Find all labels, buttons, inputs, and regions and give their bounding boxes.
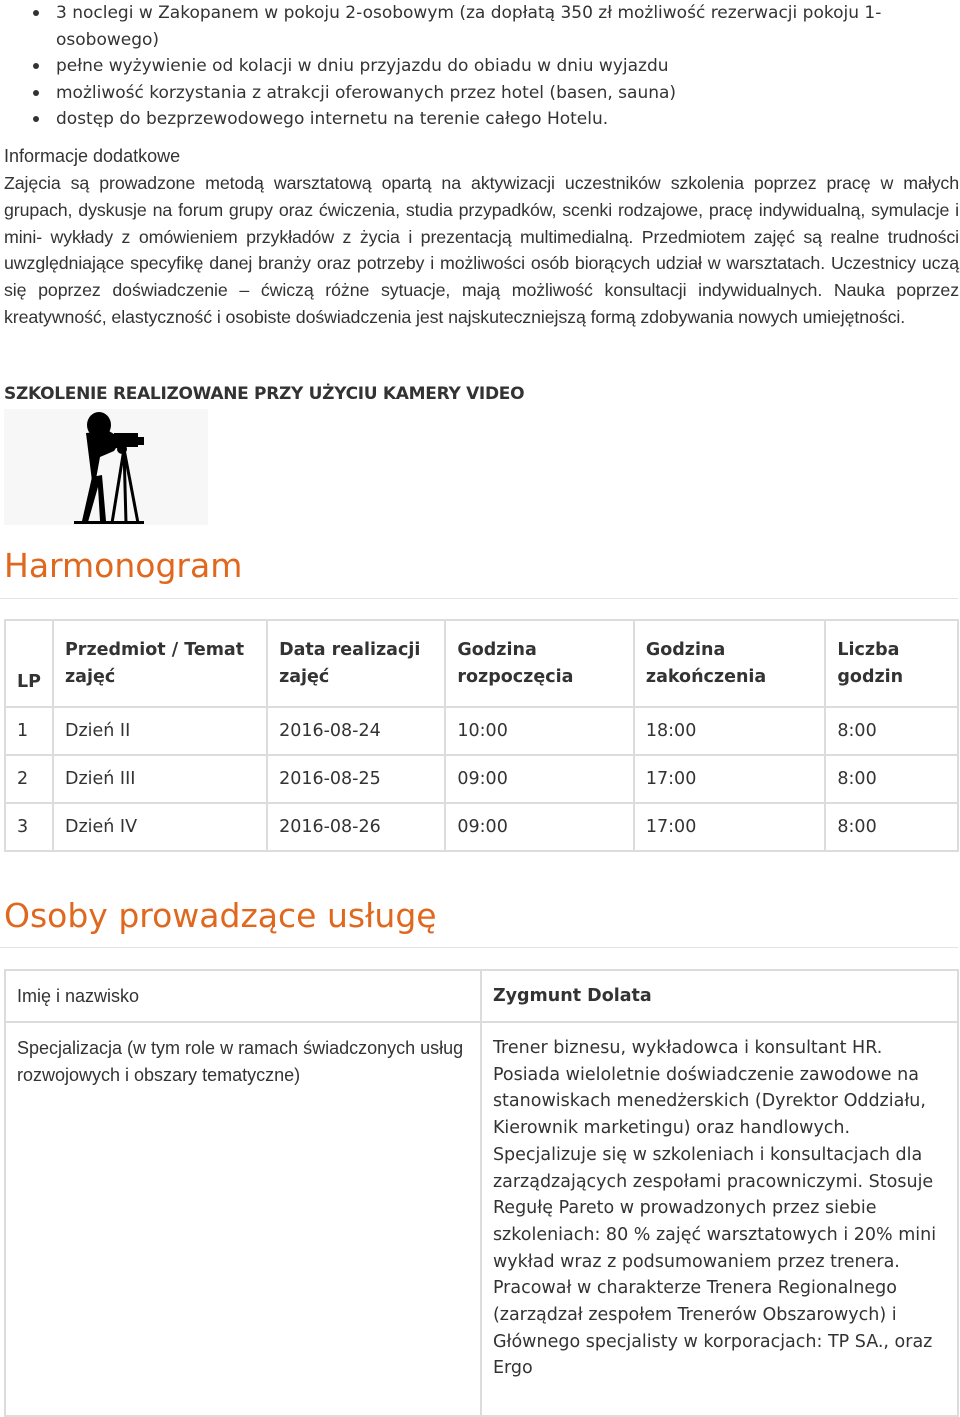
section-divider (0, 947, 958, 948)
harmonogram-title: Harmonogram (4, 546, 243, 585)
table-row (5, 803, 958, 851)
cell-subject: Dzień IV (53, 803, 267, 851)
cell-hours: 8:00 (825, 755, 958, 803)
section-divider (0, 598, 958, 599)
table-row (5, 707, 958, 755)
specialization-value: Trener biznesu, wykładowca i konsultant HR. Posiada wieloletnie doświadczenie zawodowe na stanowiskach menedżerskich (Dyrektor Oddziału, Kierownik marketingu) oraz handlowych. Specjalizuje się w szkoleniach i konsultacjach dla zarządzających zespołami pracowniczymi. Stosuje Regułę Pareto w prowadzonych przez siebie szkoleniach: 80 % zajęć warsztatowych i 20% mini wykład wraz z podsumowaniem przez trenera. Pracował w charakterze Trenera Regionalnego (zarządzał zespołem Trenerów Obszarowych) i Głównego specjalisty w korporacjach: TP SA., oraz Ergo (481, 1022, 958, 1416)
info-heading: Informacje dodatkowe (4, 146, 181, 166)
cell-start: 09:00 (445, 755, 634, 803)
name-label: Imię i nazwisko (5, 970, 481, 1022)
table-header-row (5, 620, 958, 707)
trainers-title: Osoby prowadzące usługę (4, 896, 437, 935)
table-row (5, 1022, 958, 1416)
cell-end: 17:00 (634, 755, 826, 803)
column-header-hours: Liczba godzin (825, 620, 958, 707)
cell-start: 09:00 (445, 803, 634, 851)
schedule-table (4, 619, 959, 852)
cell-lp: 3 (5, 803, 53, 851)
list-item: pełne wyżywienie od kolacji w dniu przyjazdu do obiadu w dniu wyjazdu (0, 53, 955, 80)
column-header-end: Godzina zakończenia (634, 620, 826, 707)
column-header-subject: Przedmiot / Temat zajęć (53, 620, 267, 707)
cell-date: 2016-08-26 (267, 803, 445, 851)
camera-operator-image (4, 409, 208, 525)
cell-end: 17:00 (634, 803, 826, 851)
cell-hours: 8:00 (825, 803, 958, 851)
column-header-lp: LP (5, 620, 53, 707)
specialization-label: Specjalizacja (w tym role w ramach świadczonych usług rozwojowych i obszary tematyczne) (5, 1022, 481, 1416)
table-row (5, 755, 958, 803)
cell-end: 18:00 (634, 707, 826, 755)
cell-subject: Dzień II (53, 707, 267, 755)
cell-lp: 2 (5, 755, 53, 803)
cell-date: 2016-08-25 (267, 755, 445, 803)
column-header-date: Data realizacji zajęć (267, 620, 445, 707)
trainer-name: Zygmunt Dolata (481, 970, 958, 1022)
cell-subject: Dzień III (53, 755, 267, 803)
trainers-table (4, 969, 959, 1417)
list-item: dostęp do bezprzewodowego internetu na terenie całego Hotelu. (0, 106, 955, 133)
table-row (5, 970, 958, 1022)
cell-hours: 8:00 (825, 707, 958, 755)
info-paragraph: Zajęcia są prowadzone metodą warsztatową opartą na aktywizacji uczestników szkolenia poprzez pracę w małych grupach, dyskusje na forum grupy oraz ćwiczenia, studia przypadków, scenki rodzajowe, pracę indywidualną, symulacje i mini- wykłady z omówieniem przykładów z życia i prezentacją multimedialną. Przedmiotem zajęć są realne trudności uwzględniające specyfikę danej branży oraz potrzeby i możliwości osób biorących udział w warsztatach. Uczestnicy uczą się poprzez doświadczenie – ćwiczą różne sytuacje, mają możliwość konsultacji indywidualnych. Nauka poprzez kreatywność, elastyczność i osobiste doświadczenia jest najskuteczniejszą formą zdobywania nowych umiejętności. (4, 173, 959, 327)
cell-date: 2016-08-24 (267, 707, 445, 755)
list-item: możliwość korzystania z atrakcji oferowanych przez hotel (basen, sauna) (0, 80, 955, 107)
cell-start: 10:00 (445, 707, 634, 755)
video-note-heading: SZKOLENIE REALIZOWANE PRZY UŻYCIU KAMERY VIDEO (4, 384, 525, 404)
cell-lp: 1 (5, 707, 53, 755)
offer-list (0, 0, 955, 133)
list-item: 3 noclegi w Zakopanem w pokoju 2-osobowym (za dopłatą 350 zł możliwość rezerwacji pokoju 1-osobowego) (0, 0, 955, 53)
column-header-start: Godzina rozpoczęcia (445, 620, 634, 707)
